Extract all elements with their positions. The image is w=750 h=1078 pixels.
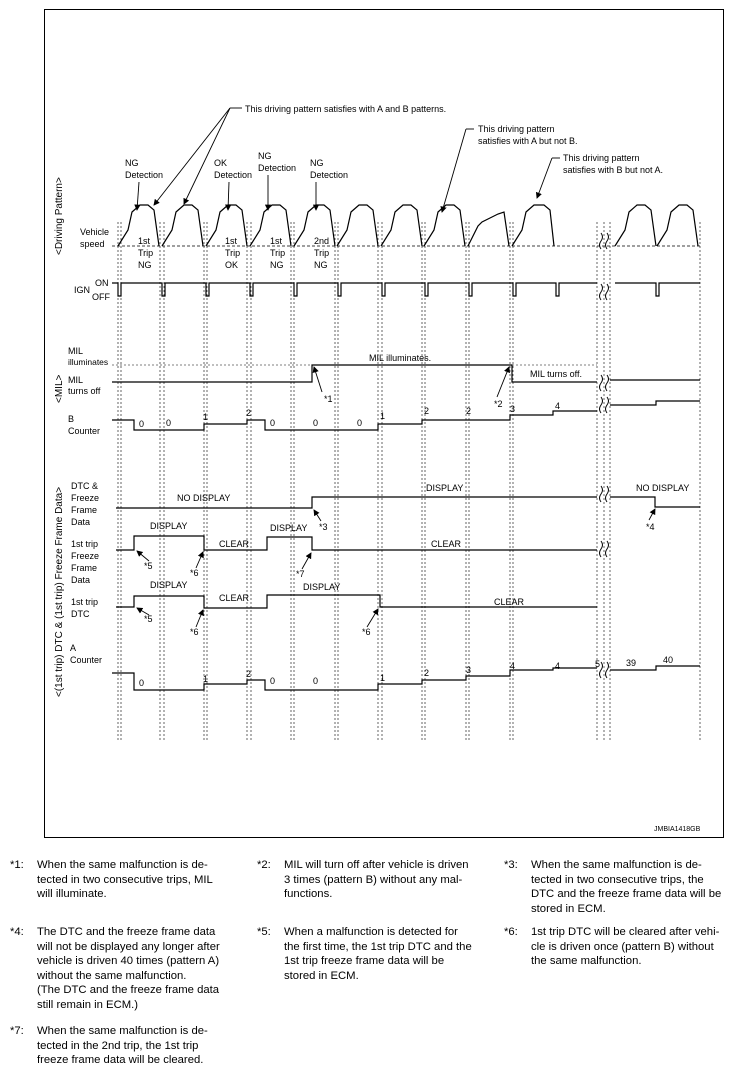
callout-a-not-b-line1: This driving pattern	[478, 124, 555, 134]
callout-arrow	[442, 129, 466, 212]
note-arrow	[367, 609, 378, 627]
b-counter-value: 1	[380, 411, 386, 421]
footnote-line: tected in the 2nd trip, the 1st trip	[37, 1039, 199, 1052]
a-counter-value: 2	[424, 668, 430, 678]
note-marker: *3	[319, 522, 328, 532]
footnote-line: will not be displayed any longer after	[37, 940, 220, 953]
dtc-signal	[610, 497, 700, 507]
axis-break-mark	[606, 233, 609, 249]
a-counter-value: 39	[626, 658, 637, 668]
td-state-label: CLEAR	[494, 597, 525, 607]
row-label-b: B	[68, 414, 75, 424]
note-marker: *2	[494, 399, 503, 409]
a-counter-value: 2	[246, 669, 252, 679]
row-label-td-2: DTC	[71, 609, 90, 619]
axis-break-mark	[606, 541, 609, 557]
note-marker: *5	[144, 614, 153, 624]
b-counter-value: 2	[424, 406, 430, 416]
note-arrow	[302, 553, 311, 569]
footnote-line: cle is driven once (pattern B) without	[531, 940, 714, 953]
b-counter-value: 0	[139, 419, 145, 429]
a-counter-value: 3	[466, 665, 472, 675]
trip-3-result: NG	[270, 260, 284, 270]
mil-signal	[112, 365, 597, 382]
row-label-b-counter: Counter	[68, 426, 101, 436]
footnote-line: MIL will turn off after vehicle is driven	[284, 859, 469, 871]
note-arrow	[314, 367, 322, 392]
dtc-state-label: NO DISPLAY	[177, 493, 231, 503]
note-arrow	[196, 552, 203, 568]
trip-1-result: NG	[138, 260, 152, 270]
a-counter-value: 40	[663, 655, 674, 665]
driving-pattern-hump	[337, 205, 378, 246]
axis-break-mark	[600, 397, 603, 413]
footnote-key: *5:	[257, 926, 271, 938]
axis-break-mark	[600, 375, 603, 391]
td-state-label: DISPLAY	[150, 580, 188, 590]
footnote-line: DTC and the freeze frame data will be	[531, 888, 722, 900]
section-label-mil: <MIL>	[54, 374, 65, 403]
footnote-key: *2:	[257, 859, 271, 871]
a-counter-value: 4	[555, 661, 561, 671]
note-marker: *6	[190, 568, 199, 578]
note-arrow	[649, 509, 655, 520]
callout-ab: This driving pattern satisfies with A and B patterns.	[245, 104, 447, 114]
footnote-line: When the same malfunction is de-	[37, 1025, 208, 1037]
figure-code: JMBIA1418GB	[654, 826, 701, 833]
ign-signal	[112, 283, 597, 296]
a-counter-value: 1	[380, 673, 386, 683]
driving-pattern-hump	[162, 205, 203, 246]
a-counter-staircase	[610, 666, 700, 670]
footnote-line: 1st trip freeze frame data will be	[284, 955, 445, 967]
note-marker: *1	[324, 394, 333, 404]
driving-pattern-hump	[381, 205, 422, 246]
footnote-line: without the same malfunction.	[37, 969, 187, 982]
row-label-dtc-1: DTC &	[71, 481, 98, 491]
footnote-line: 1st trip DTC will be cleared after vehi-	[531, 926, 720, 938]
footnote-key: *1:	[10, 859, 24, 871]
driving-pattern-hump	[657, 205, 698, 246]
detection-4-label: Detection	[310, 170, 349, 180]
footnote-line: When the same malfunction is de-	[37, 859, 208, 871]
row-label-td-1: 1st trip	[71, 597, 99, 607]
trip-1-ord: 1st	[138, 236, 151, 246]
b-counter-value: 0	[166, 418, 172, 428]
detection-4-result: NG	[310, 158, 324, 168]
b-counter-value: 2	[466, 406, 472, 416]
ign-signal	[615, 283, 700, 296]
row-label-ff-4: Data	[71, 575, 91, 585]
ff-signal	[116, 536, 597, 550]
mil-illuminates-label: MIL illuminates.	[369, 353, 432, 363]
a-counter-value: 5	[595, 659, 601, 669]
dtc-state-label: NO DISPLAY	[636, 483, 690, 493]
trip-2-ord: 1st	[225, 236, 238, 246]
callout-arrow	[537, 158, 552, 198]
td-signal	[116, 595, 597, 608]
footnote-line: tected in two consecutive trips, MIL	[37, 873, 213, 886]
b-counter-value: 4	[555, 401, 561, 411]
detection-arrow	[228, 182, 229, 210]
trip-4-word: Trip	[314, 248, 330, 258]
note-marker: *7	[296, 569, 305, 579]
b-counter-value: 3	[510, 404, 516, 414]
callout-a-not-b-line2: satisfies with A but not B.	[478, 136, 578, 146]
row-label-dtc-3: Frame	[71, 505, 98, 515]
footnote-line: functions.	[284, 888, 333, 900]
axis-break-mark	[600, 541, 603, 557]
trip-2-result: OK	[225, 260, 239, 270]
detection-3-label: Detection	[258, 163, 297, 173]
driving-pattern-hump	[468, 212, 509, 246]
b-counter-staircase	[610, 401, 700, 405]
detection-1-result: NG	[125, 158, 139, 168]
trip-3-word: Trip	[270, 248, 286, 258]
footnote-line: stored in ECM.	[531, 902, 606, 915]
td-state-label: DISPLAY	[303, 582, 341, 592]
footnote-line: freeze frame data will be cleared.	[37, 1054, 204, 1066]
axis-break-mark	[600, 233, 603, 249]
row-label-a-counter: Counter	[70, 655, 103, 665]
row-label-mil: MIL	[68, 346, 84, 356]
note-marker: *6	[190, 627, 199, 637]
row-label-mil-2: MIL	[68, 375, 84, 385]
row-label-vehicle: Vehicle	[80, 227, 110, 237]
callout-b-not-a-line2: satisfies with B but not A.	[563, 165, 664, 175]
axis-break-mark	[606, 375, 609, 391]
axis-break-mark	[606, 284, 609, 300]
ff-state-label: DISPLAY	[150, 521, 188, 531]
a-counter-staircase	[112, 668, 597, 690]
callout-arrow	[184, 108, 230, 204]
row-label-dtc-2: Freeze	[71, 493, 100, 503]
row-label-ff-3: Frame	[71, 563, 98, 573]
trip-3-ord: 1st	[270, 236, 283, 246]
row-label-ff-1: 1st trip	[71, 539, 99, 549]
footnote-key: *6:	[504, 926, 518, 938]
callout-arrow	[154, 108, 230, 205]
callout-b-not-a-line1: This driving pattern	[563, 153, 640, 163]
b-counter-value: 0	[313, 418, 319, 428]
driving-pattern-hump	[512, 205, 554, 246]
note-arrow	[314, 510, 321, 521]
note-marker: *6	[362, 627, 371, 637]
footnote-line: When the same malfunction is de-	[531, 859, 702, 871]
footnote-key: *4:	[10, 926, 24, 938]
td-state-label: CLEAR	[219, 593, 250, 603]
footnote-line: 3 times (pattern B) without any mal-	[284, 873, 463, 886]
trip-2-word: Trip	[225, 248, 241, 258]
row-label-on: ON	[95, 278, 109, 288]
trip-4-result: NG	[314, 260, 328, 270]
b-counter-value: 1	[203, 412, 209, 422]
a-counter-value: 4	[510, 661, 516, 671]
detection-2-label: Detection	[214, 170, 253, 180]
row-label-turns-off: turns off	[68, 386, 101, 396]
footnote-key: *3:	[504, 859, 518, 871]
b-counter-staircase	[112, 411, 597, 430]
footnote-line: (The DTC and the freeze frame data	[37, 984, 220, 996]
axis-break-mark	[600, 284, 603, 300]
note-arrow	[137, 551, 149, 561]
footnote-line: tected in two consecutive trips, the	[531, 873, 704, 886]
a-counter-value: 0	[139, 678, 145, 688]
dtc-state-label: DISPLAY	[426, 483, 464, 493]
row-label-a: A	[70, 643, 77, 653]
ff-state-label: CLEAR	[431, 539, 462, 549]
axis-break-mark	[606, 662, 609, 678]
mil-turns-off-label: MIL turns off.	[530, 369, 583, 379]
a-counter-value: 0	[313, 676, 319, 686]
b-counter-value: 2	[246, 408, 252, 418]
trip-1-word: Trip	[138, 248, 154, 258]
driving-pattern-hump	[615, 205, 656, 246]
footnote-line: When a malfunction is detected for	[284, 926, 458, 938]
footnote-line: will illuminate.	[37, 888, 107, 900]
detection-3-result: NG	[258, 151, 272, 161]
row-label-speed: speed	[80, 239, 105, 249]
axis-break-mark	[606, 486, 609, 502]
row-label-illuminates: illuminates	[68, 357, 109, 367]
note-marker: *5	[144, 561, 153, 571]
detection-1-label: Detection	[125, 170, 164, 180]
b-counter-value: 0	[270, 418, 276, 428]
footnote-line: The DTC and the freeze frame data	[37, 926, 216, 938]
detection-2-result: OK	[214, 158, 228, 168]
row-label-ff-2: Freeze	[71, 551, 100, 561]
ff-state-label: DISPLAY	[270, 523, 308, 533]
axis-break-mark	[606, 397, 609, 413]
note-marker: *4	[646, 522, 655, 532]
row-label-ign: IGN	[74, 285, 91, 295]
section-label-driving-pattern: <Driving Pattern>	[54, 177, 65, 255]
footnote-line: stored in ECM.	[284, 969, 359, 982]
section-label-dtc: <(1st trip) DTC & (1st trip) Freeze Frame Data>	[54, 486, 65, 697]
footnote-line: the same malfunction.	[531, 955, 642, 967]
a-counter-value: 1	[203, 674, 209, 684]
axis-break-mark	[600, 486, 603, 502]
row-label-dtc-4: Data	[71, 517, 91, 527]
footnote-line: still remain in ECM.)	[37, 998, 139, 1011]
a-counter-value: 0	[270, 676, 276, 686]
b-counter-value: 0	[357, 418, 363, 428]
note-arrow	[497, 367, 509, 397]
row-label-off: OFF	[92, 292, 110, 302]
footnote-line: vehicle is driven 40 times (pattern A)	[37, 955, 220, 967]
note-arrow	[196, 610, 203, 627]
trip-4-ord: 2nd	[314, 236, 330, 246]
driving-pattern-hump	[424, 205, 465, 246]
ff-state-label: CLEAR	[219, 539, 250, 549]
footnote-key: *7:	[10, 1025, 24, 1037]
footnote-line: the first time, the 1st trip DTC and the	[284, 940, 472, 953]
